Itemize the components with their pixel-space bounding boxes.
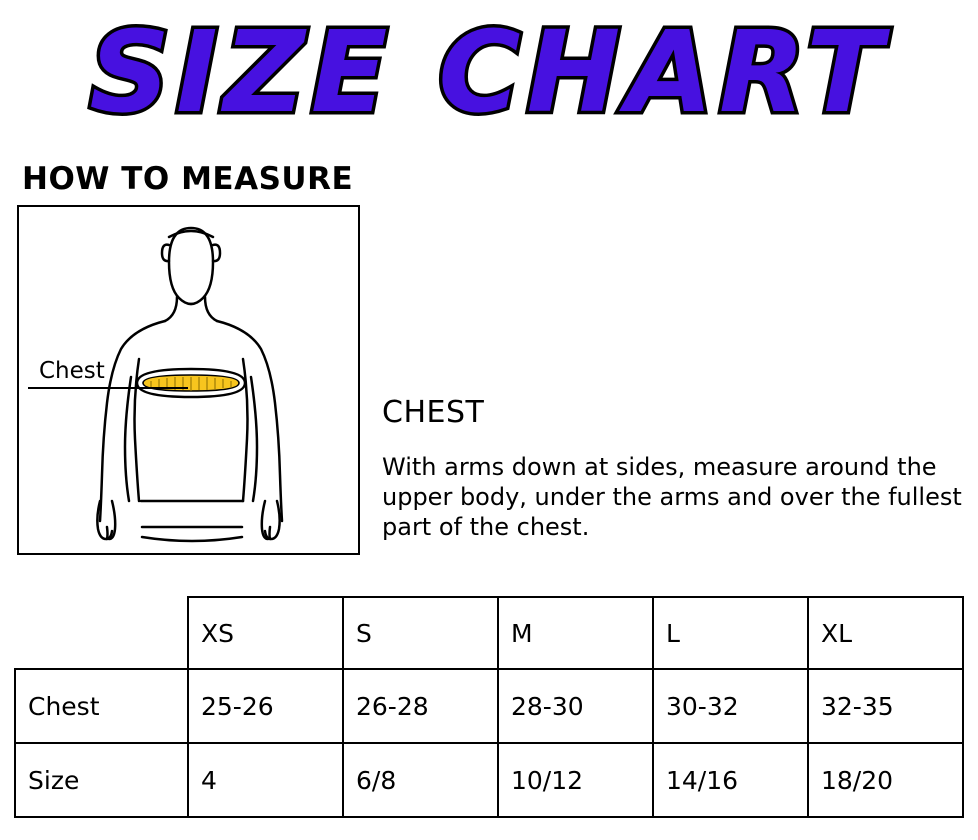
- table-header-m: M: [498, 597, 653, 669]
- how-to-measure-heading: HOW TO MEASURE: [22, 161, 354, 197]
- cell-size-xs: 4: [188, 743, 343, 817]
- description-body: With arms down at sides, measure around the upper body, under the arms and over the fullest part of the chest.: [382, 453, 962, 541]
- cell-size-s: 6/8: [343, 743, 498, 817]
- tape-measure-icon: [137, 369, 245, 397]
- chest-leader-line: [28, 387, 188, 389]
- cell-chest-l: 30-32: [653, 669, 808, 743]
- size-table: [14, 596, 964, 818]
- cell-size-xl: 18/20: [808, 743, 963, 817]
- table-header-row: [15, 597, 963, 669]
- table-row: [15, 669, 963, 743]
- table-header-s: S: [343, 597, 498, 669]
- table-header-xs: XS: [188, 597, 343, 669]
- chest-figure-label: Chest: [39, 358, 105, 384]
- table-header-l: L: [653, 597, 808, 669]
- cell-chest-m: 28-30: [498, 669, 653, 743]
- page-title: SIZE CHART: [89, 7, 889, 138]
- row-label-size: Size: [15, 743, 188, 817]
- cell-chest-xl: 32-35: [808, 669, 963, 743]
- table-header-xl: XL: [808, 597, 963, 669]
- page-title-banner: [0, 0, 978, 145]
- cell-size-m: 10/12: [498, 743, 653, 817]
- description-title: CHEST: [382, 395, 485, 430]
- cell-size-l: 14/16: [653, 743, 808, 817]
- table-corner-cell: [15, 597, 188, 669]
- cell-chest-s: 26-28: [343, 669, 498, 743]
- table-row: [15, 743, 963, 817]
- row-label-chest: Chest: [15, 669, 188, 743]
- cell-chest-xs: 25-26: [188, 669, 343, 743]
